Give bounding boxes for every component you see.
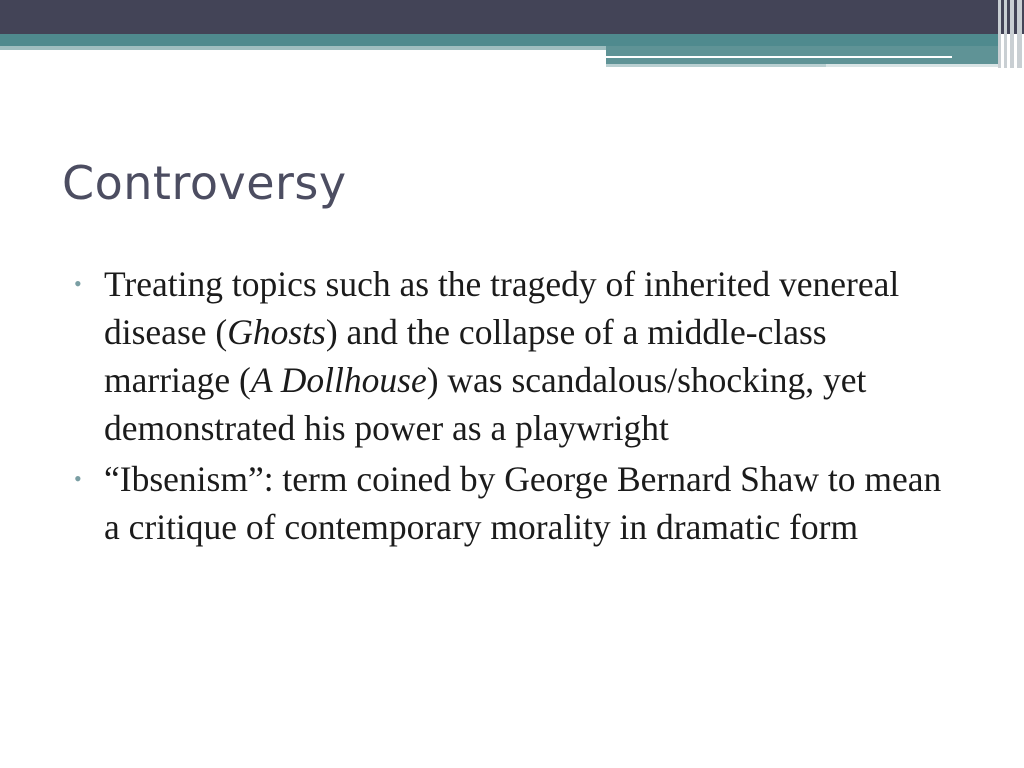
- bullet-text: “Ibsenism”: term coined by George Bernard Shaw to mean a critique of contemporary morality in dramatic form: [104, 459, 942, 547]
- bullet-icon: •: [74, 271, 82, 296]
- bullet-list: [74, 260, 954, 554]
- bullet-icon: •: [74, 466, 82, 491]
- play-title: Ghosts: [227, 312, 326, 352]
- header-teal-band: [0, 34, 1000, 46]
- header-divider-line: [606, 64, 826, 67]
- slide-title: Controversy: [62, 156, 347, 210]
- header-divider-line: [606, 56, 952, 58]
- bullet-text: Treating topics such as the tragedy of inherited venereal disease (Ghosts) and the collapse of a middle-class marriage (A Dollhouse) was scandalous/shocking, yet demonstrated his power as a playwright: [104, 264, 900, 448]
- list-item: [74, 455, 954, 551]
- header-divider-line: [826, 64, 1000, 67]
- header-light-band: [0, 46, 606, 50]
- list-item: [74, 260, 954, 452]
- header-right-stripes: [996, 0, 1024, 68]
- play-title: A Dollhouse: [250, 360, 427, 400]
- header-dark-band: [0, 0, 1024, 34]
- header-step-band: [606, 46, 1000, 64]
